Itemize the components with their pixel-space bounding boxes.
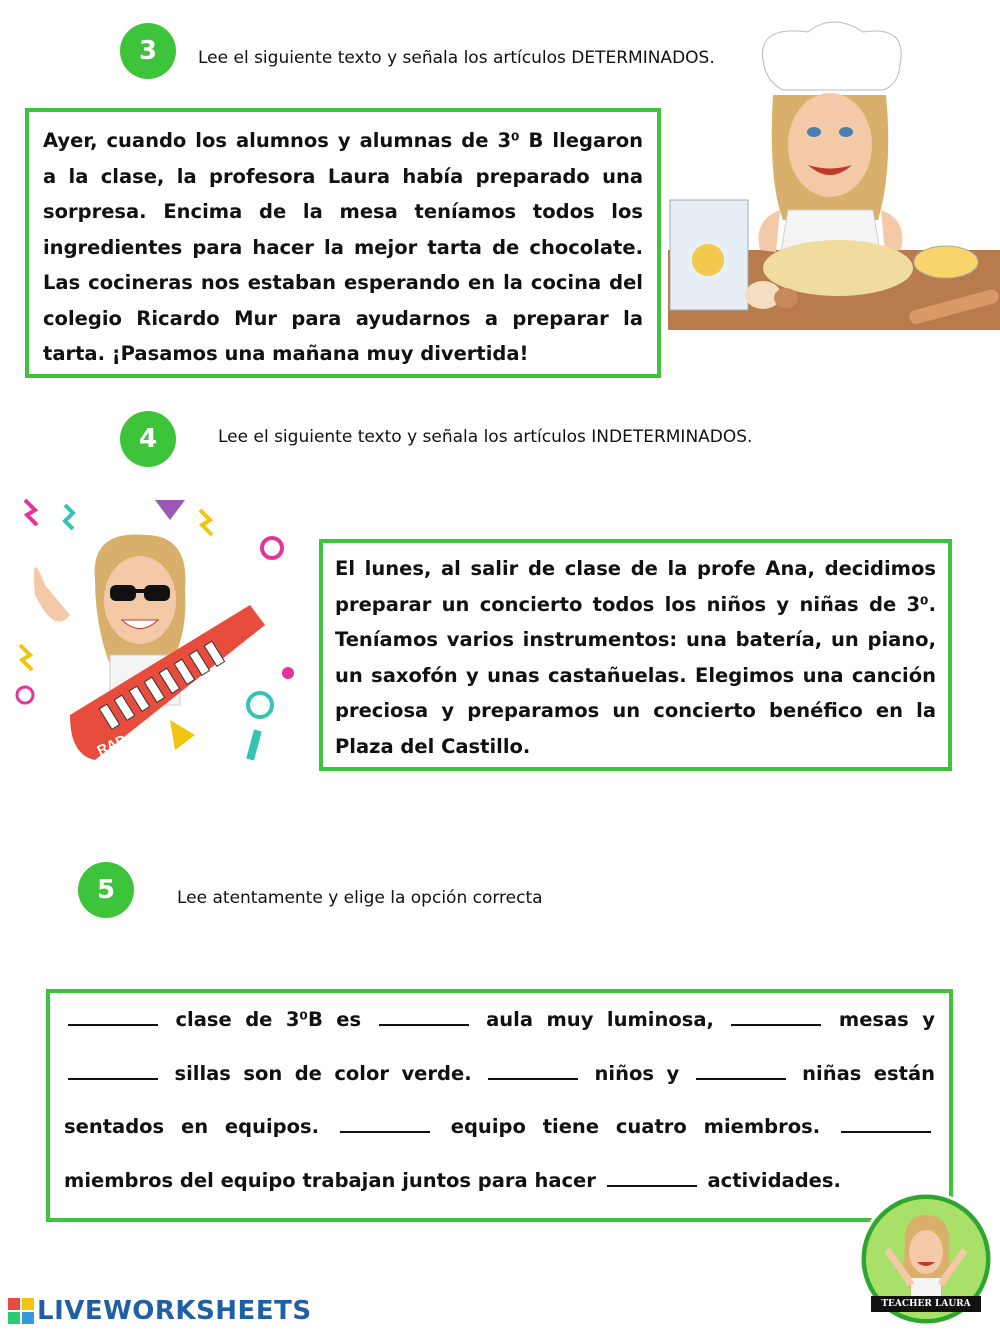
keyboard-musician-illustration <box>10 485 300 785</box>
section-4-instruction: Lee el siguiente texto y señala los artículos INDETERMINADOS. <box>218 427 753 447</box>
liveworksheets-footer[interactable] <box>8 1296 312 1326</box>
segment-1: clase de 3⁰B es <box>175 1008 362 1031</box>
section-4-text-box <box>319 539 952 771</box>
section-3-instruction: Lee el siguiente texto y señala los artículos DETERMINADOS. <box>198 48 715 68</box>
section-5-number: 5 <box>78 862 134 918</box>
liveworksheets-logo-icon <box>8 1298 34 1324</box>
segment-7: equipo tiene cuatro miembros. <box>450 1115 821 1138</box>
segment-9: actividades. <box>707 1168 841 1192</box>
section-5-exercise-box <box>46 989 953 1222</box>
blank-7[interactable] <box>340 1111 430 1133</box>
segment-2: aula muy luminosa, <box>486 1008 714 1031</box>
teacher-laura-label: TEACHER LAURA <box>881 1299 971 1309</box>
blank-3[interactable] <box>731 1004 821 1026</box>
blank-8[interactable] <box>841 1111 931 1133</box>
blank-6[interactable] <box>696 1058 786 1080</box>
section-3-number: 3 <box>120 23 176 79</box>
segment-3: mesas y <box>838 1008 935 1031</box>
section-3-text-box <box>25 108 661 378</box>
blank-9[interactable] <box>607 1165 697 1187</box>
blank-4[interactable] <box>68 1058 158 1080</box>
keyboard-rad-label: RAD <box>94 731 129 759</box>
blank-5[interactable] <box>488 1058 578 1080</box>
segment-4: sillas son de color verde. <box>174 1061 472 1085</box>
section-3-text: Ayer, cuando los alumnos y alumnas de 3⁰ B llegaron a la clase, la profesora Laura había preparado una sorpresa. Encima de la mesa teníamos todos los ingredientes para hacer la mejor tarta de chocolate. Las cocineras nos estaban esperando en la cocina del colegio Ricardo Mur para ayudarnos a preparar la tarta. ¡Pasamos una mañana muy divertida! <box>43 129 643 365</box>
blank-2[interactable] <box>379 1004 469 1026</box>
liveworksheets-brand: LIVEWORKSHEETS <box>37 1296 312 1326</box>
blank-1[interactable] <box>68 1004 158 1026</box>
section-4-number: 4 <box>120 411 176 467</box>
segment-5: niños y <box>594 1061 680 1085</box>
chef-baker-illustration <box>668 20 1000 332</box>
segment-6: niñas están sentados en equipos. <box>64 1061 935 1138</box>
section-5-text <box>64 993 935 1207</box>
section-5-instruction: Lee atentamente y elige la opción correcta <box>177 888 543 908</box>
segment-8: miembros del equipo trabajan juntos para hacer <box>64 1168 596 1192</box>
section-4-text: El lunes, al salir de clase de la profe Ana, decidimos preparar un concierto todos los niños y niñas de 3⁰. Teníamos varios instrumentos: una batería, un piano, un saxofón y unas castañuelas. Elegimos una canción preciosa y preparamos un concierto benéfico en la Plaza del Castillo. <box>335 557 936 758</box>
teacher-laura-badge <box>857 1190 995 1328</box>
